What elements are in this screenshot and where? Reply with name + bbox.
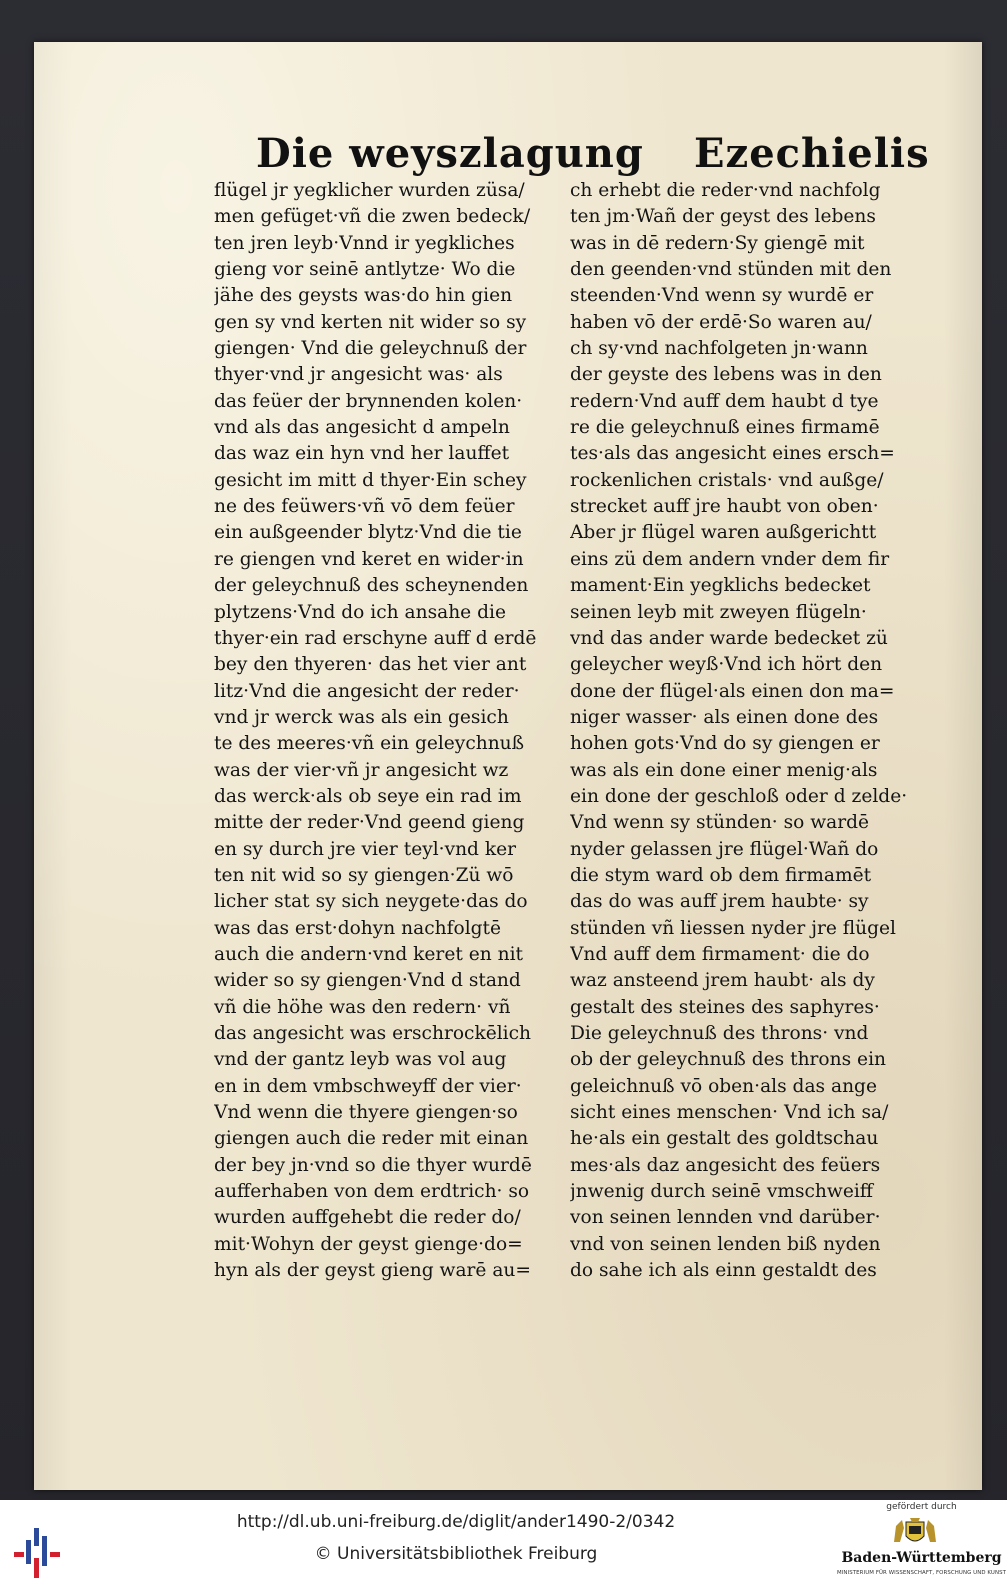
text-line: sicht eines menschen· Vnd ich sa/: [570, 1102, 889, 1124]
text-column-right: [570, 178, 932, 1284]
text-line: seinen leyb mit zweyen flügeln·: [570, 601, 867, 623]
text-column-left: [214, 178, 576, 1284]
text-line: waz ansteend jrem haubt· als dy: [570, 970, 875, 992]
text-line: en in dem vmbschweyff der vier·: [214, 1075, 522, 1097]
text-line: gieng vor seinē antlytze· Wo die: [214, 259, 516, 281]
text-line: vnd jr werck was als ein gesich: [214, 706, 509, 728]
text-line: was das erst·dohyn nachfolgtē: [214, 917, 502, 939]
text-line: ne des feüwers·vñ vō dem feüer: [214, 496, 515, 518]
text-line: tes·als das angesicht eines ersch=: [570, 443, 895, 465]
text-line: der bey jn·vnd so die thyer wurdē: [214, 1154, 532, 1176]
sponsor-label: gefördert durch: [886, 1502, 957, 1512]
text-line: eins zü dem andern vnder dem fir: [570, 548, 890, 570]
text-line: von seinen lennden vnd darüber·: [570, 1207, 881, 1229]
text-line: Aber jr flügel waren außgerichtt: [570, 522, 877, 544]
text-line: he·als ein gestalt des goldtschau: [570, 1128, 879, 1150]
text-line: ch erhebt die reder·vnd nachfolg: [570, 180, 881, 201]
text-line: niger wasser· als einen done des: [570, 706, 879, 728]
text-line: vnd als das angesicht d ampeln: [214, 417, 510, 439]
text-line: ein done der geschloß oder d zelde·: [570, 785, 908, 807]
text-line: ten jm·Wañ der geyst des lebens: [570, 206, 876, 228]
text-line: das werck·als ob seye ein rad im: [214, 785, 522, 807]
text-line: Vnd wenn sy stünden· so wardē: [570, 812, 870, 834]
text-line: flügel jr yegklicher wurden züsa/: [214, 180, 525, 201]
running-title-right: Ezechielis: [694, 130, 930, 177]
text-line: bey den thyeren· das het vier ant: [214, 654, 527, 676]
text-line: thyer·ein rad erschyne auff d erdē: [214, 627, 537, 649]
text-line: geleichnuß vō oben·als das ange: [570, 1075, 877, 1097]
text-line: den geenden·vnd stünden mit den: [570, 259, 892, 281]
text-line: giengen auch die reder mit einan: [214, 1128, 529, 1150]
text-line: mament·Ein yegklichs bedecket: [570, 575, 871, 597]
text-line: was als ein done einer menig·als: [570, 759, 878, 781]
text-line: auch die andern·vnd keret en nit: [214, 943, 523, 965]
text-line: aufferhaben von dem erdtrich· so: [214, 1181, 530, 1203]
book-page: [34, 42, 982, 1490]
text-line: die stym ward ob dem firmamēt: [570, 864, 872, 886]
sponsor-ministry: MINISTERIUM FÜR WISSENSCHAFT, FORSCHUNG UND KUNST: [836, 1570, 1006, 1576]
text-line: strecket auff jre haubt von oben·: [570, 496, 879, 518]
sponsor-name: Baden-Württemberg: [841, 1550, 1002, 1566]
text-line: was der vier·vñ jr angesicht wz: [214, 759, 509, 781]
viewer-footer: [0, 1500, 1007, 1585]
copyright-notice: © Universitätsbibliothek Freiburg: [314, 1544, 598, 1564]
text-line: mes·als daz angesicht des feüers: [570, 1154, 881, 1176]
text-line: jähe des geysts was·do hin gien: [214, 285, 513, 307]
text-line: plytzens·Vnd do ich ansahe die: [214, 601, 506, 623]
text-line: wider so sy giengen·Vnd d stand: [214, 970, 521, 992]
text-line: mit·Wohyn der geyst gienge·do=: [214, 1233, 523, 1255]
text-line: ten nit wid so sy giengen·Zü wō: [214, 864, 514, 886]
text-line: jnwenig durch seinē vmschweiff: [570, 1181, 873, 1203]
running-title-left: Die weyszlagung: [256, 130, 644, 177]
text-line: ob der geleychnuß des throns ein: [570, 1049, 886, 1071]
text-line: Die geleychnuß des throns· vnd: [570, 1023, 869, 1044]
text-line: vnd das ander warde bedecket zü: [570, 627, 888, 649]
text-line: licher stat sy sich neygete·das do: [214, 891, 528, 913]
text-line: gen sy vnd kerten nit wider so sy: [214, 311, 527, 333]
text-line: rockenlichen cristals· vnd außge/: [570, 469, 884, 491]
text-line: Vnd wenn die thyere giengen·so: [214, 1102, 518, 1124]
text-line: haben vō der erdē·So waren au/: [570, 311, 872, 333]
text-line: hyn als der geyst gieng warē au=: [214, 1260, 531, 1282]
sponsor-block: [836, 1500, 1007, 1585]
coat-of-arms-icon: [890, 1516, 940, 1548]
text-line: litz·Vnd die angesicht der reder·: [214, 680, 520, 702]
permalink-url[interactable]: http://dl.ub.uni-freiburg.de/diglit/ander1490-2/0342: [236, 1512, 676, 1532]
text-line: das feüer der brynnenden kolen·: [214, 390, 523, 412]
text-line: men gefüget·vñ die zwen bedeck/: [214, 206, 531, 228]
text-line: ch sy·vnd nachfolgeten jn·wann: [570, 338, 868, 360]
text-line: do sahe ich als einn gestaldt des: [570, 1260, 877, 1282]
text-line: ein außgeender blytz·Vnd die tie: [214, 522, 522, 544]
text-line: vnd von seinen lenden biß nyden: [570, 1233, 881, 1255]
text-line: das do was auff jrem haubte· sy: [570, 891, 869, 913]
text-line: hohen gots·Vnd do sy giengen er: [570, 733, 880, 755]
text-line: gesicht im mitt d thyer·Ein schey: [214, 469, 527, 491]
text-line: done der flügel·als einen don ma=: [570, 680, 895, 702]
text-line: steenden·Vnd wenn sy wurdē er: [570, 285, 874, 307]
text-line: mitte der reder·Vnd geend gieng: [214, 812, 525, 834]
text-line: geleycher weyß·Vnd ich hört den: [570, 654, 883, 676]
text-line: was in dē redern·Sy giengē mit: [570, 232, 865, 254]
text-line: der geleychnuß des scheynenden: [214, 575, 529, 597]
text-line: vñ die höhe was den redern· vñ: [214, 996, 511, 1018]
text-line: re giengen vnd keret en wider·in: [214, 548, 524, 570]
text-line: re die geleychnuß eines firmamē: [570, 417, 880, 439]
text-line: ten jren leyb·Vnnd ir yegkliches: [214, 232, 515, 254]
text-line: gestalt des steines des saphyres·: [570, 996, 880, 1018]
text-line: der geyste des lebens was in den: [570, 364, 882, 386]
text-line: te des meeres·vñ ein geleychnuß: [214, 733, 525, 755]
text-line: nyder gelassen jre flügel·Wañ do: [570, 838, 879, 860]
text-line: en sy durch jre vier teyl·vnd ker: [214, 838, 517, 860]
text-line: stünden vñ liessen nyder jre flügel: [570, 917, 896, 939]
text-line: das waz ein hyn vnd her lauffet: [214, 443, 510, 465]
text-line: wurden auffgehebt die reder do/: [214, 1207, 521, 1229]
text-line: giengen· Vnd die geleychnuß der: [214, 338, 527, 360]
text-line: vnd der gantz leyb was vol aug: [214, 1049, 507, 1071]
text-line: Vnd auff dem firmament· die do: [570, 943, 870, 965]
text-line: thyer·vnd jr angesicht was· als: [214, 364, 503, 386]
text-line: das angesicht was erschrockēlich: [214, 1023, 531, 1044]
text-line: redern·Vnd auff dem haubt d tye: [570, 390, 879, 412]
